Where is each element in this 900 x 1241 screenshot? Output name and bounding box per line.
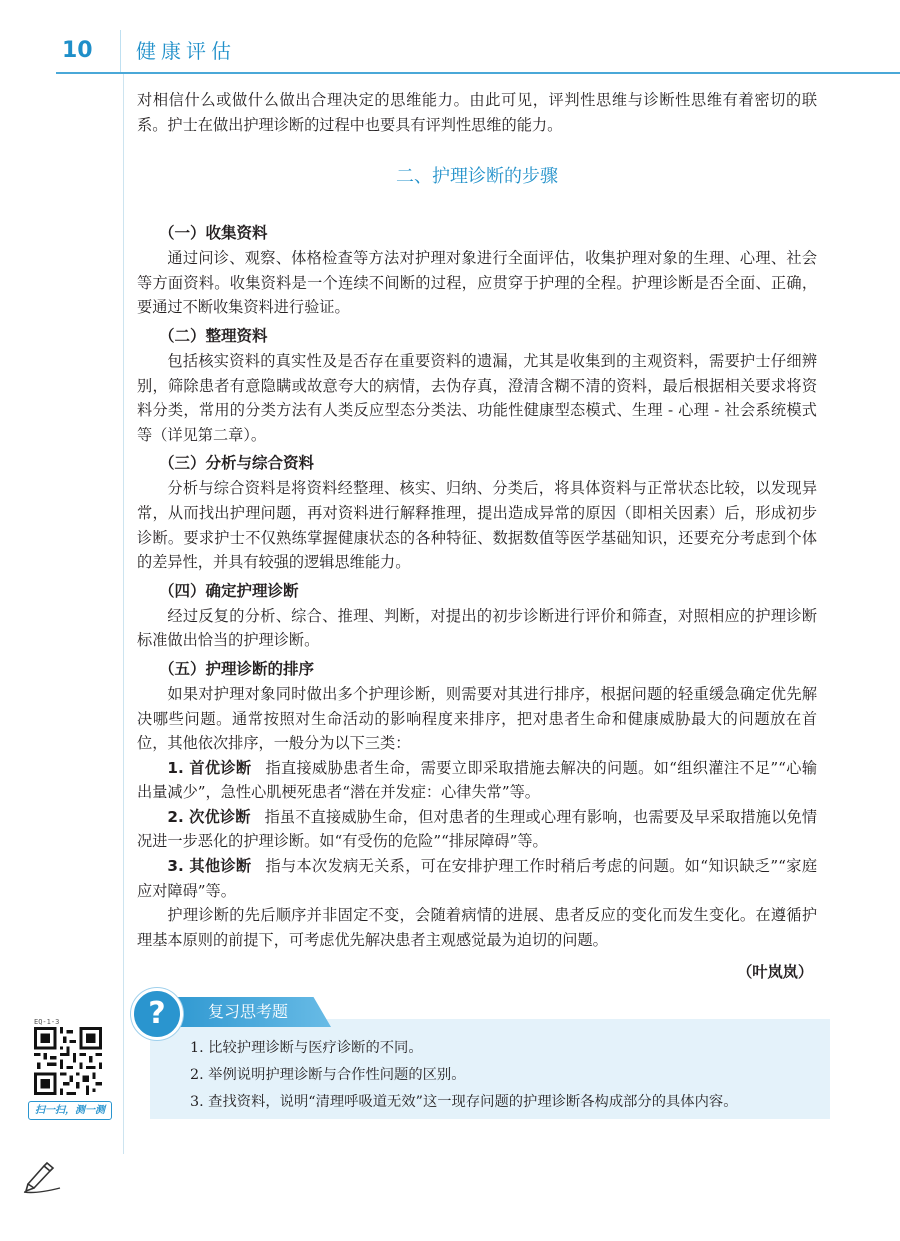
priority-text: 指直接威胁患者生命，需要立即采取措施去解决的问题。如“组织灌注不足”“心输出量减少”，急性心肌梗死患者“潜在并发症：心律失常”等。 (137, 758, 818, 802)
review-questions (190, 1035, 830, 1116)
qr-caption: 扫一扫，测一测 (28, 1101, 112, 1120)
header-divider (120, 30, 121, 72)
margin-rule (123, 74, 124, 1154)
page-number: 10 (62, 38, 93, 63)
qr-code-icon[interactable] (34, 1027, 102, 1095)
step-text-determine: 经过反复的分析、综合、推理、判断，对提出的初步诊断进行评价和筛查，对照相应的护理诊断标准做出恰当的护理诊断。 (137, 606, 817, 650)
review-question: 2. 举例说明护理诊断与合作性问题的区别。 (190, 1067, 466, 1083)
question-mark-icon: ? (131, 988, 183, 1040)
step-title-prioritize: （五）护理诊断的排序 (159, 659, 315, 678)
section-title: 二、护理诊断的步骤 (396, 166, 558, 188)
priority-first (137, 756, 817, 805)
closing-paragraph: 护理诊断的先后顺序并非固定不变，会随着病情的进展、患者反应的变化而发生变化。在遵循护理基本原则的前提下，可考虑优先解决患者主观感觉最为迫切的问题。 (137, 906, 817, 949)
priority-second (137, 805, 817, 854)
step-text-prioritize: 如果对护理对象同时做出多个护理诊断，则需要对其进行排序，根据问题的轻重缓急确定优先解决哪些问题。通常按照对生命活动的影响程度来排序，把对患者生命和健康威胁最大的问题放在首位，其他依次排序，一般分为以下三类： (137, 684, 817, 753)
review-title: 复习思考题 (208, 1002, 289, 1021)
author: （叶岚岚） (737, 963, 813, 982)
step-text-analyze: 分析与综合资料是将资料经整理、核实、归纳、分类后，将具体资料与正常状态比较，以发现异常，从而找出护理问题，再对资料进行解释推理，提出造成异常的原因（即相关因素）后，形成初步诊断。要求护士不仅熟练掌握健康状态的各种特征、数据数值等医学基础知识，还要充分考虑到个体的差异性，并具有较强的逻辑思维能力。 (137, 479, 817, 572)
page-content (137, 88, 817, 985)
qr-code-id: EQ-1-3 (34, 1018, 60, 1026)
step-title-analyze: （三）分析与综合资料 (159, 454, 315, 473)
priority-term: 2. 次优诊断 (167, 807, 251, 826)
priority-other (137, 854, 817, 903)
review-question: 3. 查找资料，说明“清理呼吸道无效”这一现存问题的护理诊断各构成部分的具体内容。 (190, 1094, 738, 1110)
header-rule (56, 72, 900, 74)
priority-text: 指与本次发病无关系，可在安排护理工作时稍后考虑的问题。如“知识缺乏”“家庭应对障碍”等。 (137, 857, 818, 900)
intro-paragraph: 对相信什么或做什么做出合理决定的思维能力。由此可见，评判性思维与诊断性思维有着密切的联系。护士在做出护理诊断的过程中也要具有评判性思维的能力。 (137, 91, 817, 134)
step-text-collect: 通过问诊、观察、体格检查等方法对护理对象进行全面评估，收集护理对象的生理、心理、社会等方面资料。收集资料是一个连续不间断的过程，应贯穿于护理的全程。护理诊断是否全面、正确，要通过不断收集资料进行验证。 (137, 249, 817, 317)
step-title-organize: （二）整理资料 (159, 326, 268, 345)
review-question: 1. 比较护理诊断与医疗诊断的不同。 (190, 1040, 423, 1056)
step-title-determine: （四）确定护理诊断 (159, 581, 299, 600)
priority-term: 1. 首优诊断 (167, 758, 252, 777)
pen-icon (22, 1158, 62, 1194)
step-title-collect: （一）收集资料 (159, 224, 268, 243)
priority-term: 3. 其他诊断 (167, 857, 252, 876)
priority-text: 指虽不直接威胁生命，但对患者的生理或心理有影响，也需要及早采取措施以免情况进一步恶化的护理诊断。如“有受伤的危险”“排尿障碍”等。 (137, 807, 818, 851)
book-title: 健康评估 (136, 39, 236, 63)
step-text-organize: 包括核实资料的真实性及是否存在重要资料的遗漏，尤其是收集到的主观资料，需要护士仔细辨别，筛除患者有意隐瞒或故意夸大的病情，去伪存真，澄清含糊不清的资料，最后根据相关要求将资料分类，常用的分类方法有人类反应型态分类法、功能性健康型态模式、生理 - 心理 - 社会系统模式等（详见第二章）。 (137, 351, 817, 444)
